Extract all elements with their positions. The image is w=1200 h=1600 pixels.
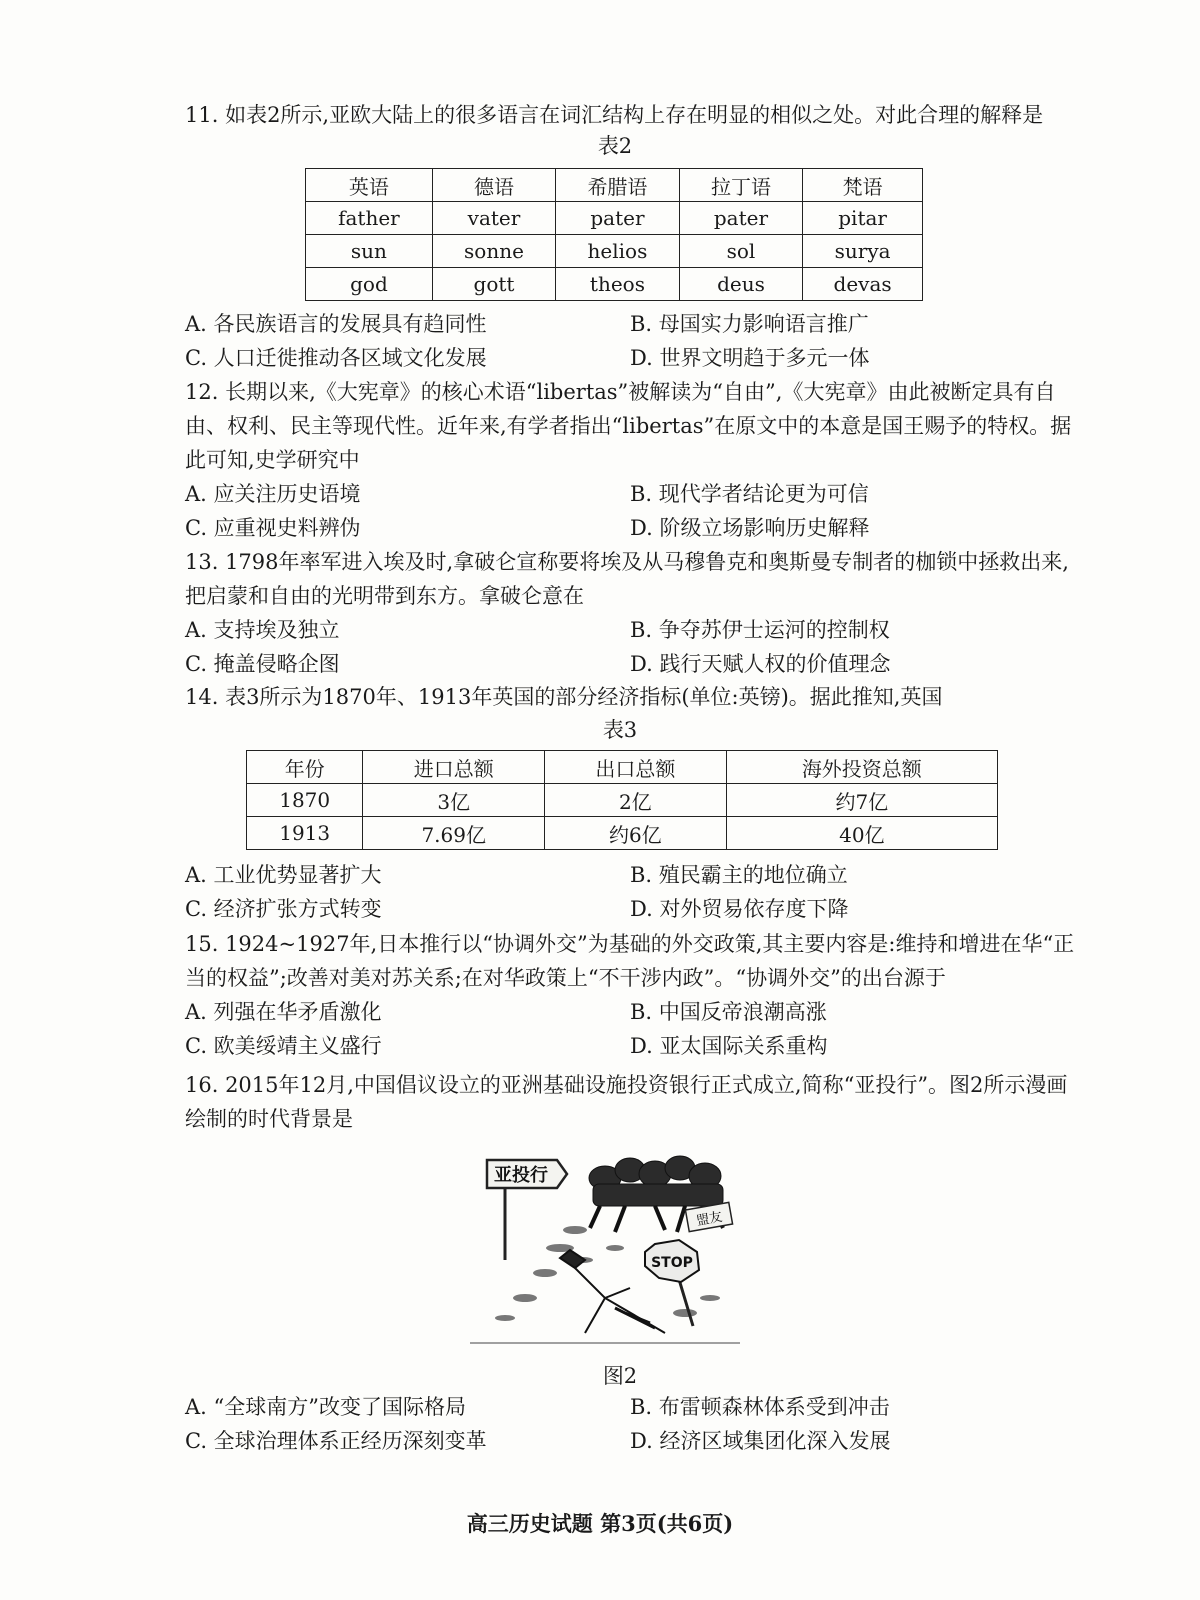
option-c[interactable]: C. 人口迁徙推动各区域文化发展 [185,346,487,370]
stop-sign-label: STOP [651,1255,693,1271]
table-cell: vater [432,202,555,235]
table-cell: surya [803,235,923,268]
table-2-header-row [306,169,923,202]
question-15-options [185,995,1075,1063]
question-11-options [185,307,1075,375]
table-header-cell: 拉丁语 [679,169,803,202]
table-3-caption: 表3 [602,718,638,742]
table-cell: sonne [432,235,555,268]
option-d[interactable]: D. 阶级立场影响历史解释 [630,516,870,540]
table-header-cell: 出口总额 [545,751,727,784]
option-d[interactable]: D. 亚太国际关系重构 [630,1034,828,1058]
table-3 [246,750,998,850]
question-14-stem: 14. 表3所示为1870年、1913年英国的部分经济指标(单位:英镑)。据此推知,英国 [185,685,943,709]
table-cell: deus [679,268,803,301]
table-cell: 7.69亿 [363,817,545,850]
question-11-stem: 11. 如表2所示,亚欧大陆上的很多语言在词汇结构上存在明显的相似之处。对此合理的解释是 [185,103,1044,127]
option-c[interactable]: C. 应重视史料辨伪 [185,516,361,540]
table-cell: helios [556,235,680,268]
option-a[interactable]: A. 应关注历史语境 [185,482,361,506]
table-header-cell: 希腊语 [556,169,680,202]
table-cell: sol [679,235,803,268]
ally-flag-label: 盟友 [695,1209,724,1230]
option-b[interactable]: B. 争夺苏伊士运河的控制权 [630,618,890,642]
table-row [247,784,998,817]
question-12-options [185,477,1075,545]
option-a[interactable]: A. 各民族语言的发展具有趋同性 [185,312,487,336]
table-cell: theos [556,268,680,301]
table-2 [305,168,923,301]
option-a[interactable]: A. 列强在华矛盾激化 [185,1000,382,1024]
table-cell: 约7亿 [726,784,997,817]
option-c[interactable]: C. 全球治理体系正经历深刻变革 [185,1429,487,1453]
table-header-cell: 德语 [432,169,555,202]
option-d[interactable]: D. 对外贸易依存度下降 [630,897,849,921]
question-14-options [185,858,1075,926]
ally-flag [685,1202,732,1231]
table-header-cell: 年份 [247,751,363,784]
option-a[interactable]: A. 支持埃及独立 [185,618,340,642]
option-b[interactable]: B. 中国反帝浪潮高涨 [630,1000,827,1024]
option-d[interactable]: D. 践行天赋人权的价值理念 [630,652,891,676]
figure-2-caption: 图2 [602,1364,638,1388]
table-row [247,817,998,850]
table-cell: sun [306,235,433,268]
cartoon-figure-2 [465,1148,745,1348]
table-cell: 3亿 [363,784,545,817]
option-b[interactable]: B. 布雷顿森林体系受到冲击 [630,1395,890,1419]
table-row [306,268,923,301]
signpost-label: 亚投行 [494,1165,548,1186]
table-cell: father [306,202,433,235]
table-2-caption: 表2 [597,134,633,158]
table-cell: pater [679,202,803,235]
table-cell: god [306,268,433,301]
option-c[interactable]: C. 欧美绥靖主义盛行 [185,1034,382,1058]
question-12-stem: 12. 长期以来,《大宪章》的核心术语“libertas”被解读为“自由”,《大宪章》由此被断定具有自由、权利、民主等现代性。近年来,有学者指出“libertas”在原文中的本意是国王赐予的特权。据此可知,史学研究中 [185,380,1072,472]
table-header-cell: 海外投资总额 [726,751,997,784]
page-footer: 高三历史试题 第3页(共6页) [466,1511,734,1536]
table-header-cell: 梵语 [803,169,923,202]
question-13-options [185,613,1075,681]
option-d[interactable]: D. 世界文明趋于多元一体 [630,346,870,370]
table-cell: gott [432,268,555,301]
question-16-options [185,1390,1075,1458]
table-cell: devas [803,268,923,301]
question-15-stem: 15. 1924~1927年,日本推行以“协调外交”为基础的外交政策,其主要内容是:维持和增进在华“正当的权益”;改善对美对苏关系;在对华政策上“不干涉内政”。“协调外交”的出台源于 [185,932,1075,990]
table-cell: pater [556,202,680,235]
table-header-cell: 英语 [306,169,433,202]
table-cell: 1913 [247,817,363,850]
table-row [306,235,923,268]
table-3-header-row [247,751,998,784]
option-d[interactable]: D. 经济区域集团化深入发展 [630,1429,891,1453]
table-cell: 2亿 [545,784,727,817]
question-13-stem: 13. 1798年率军进入埃及时,拿破仑宣称要将埃及从马穆鲁克和奥斯曼专制者的枷锁中拯救出来,把启蒙和自由的光明带到东方。拿破仑意在 [185,550,1069,608]
option-b[interactable]: B. 现代学者结论更为可信 [630,482,869,506]
table-cell: 约6亿 [545,817,727,850]
question-16-stem: 16. 2015年12月,中国倡议设立的亚洲基础设施投资银行正式成立,简称“亚投行”。图2所示漫画绘制的时代背景是 [185,1073,1068,1131]
option-c[interactable]: C. 掩盖侵略企图 [185,652,340,676]
option-a[interactable]: A. 工业优势显著扩大 [185,863,382,887]
table-header-cell: 进口总额 [363,751,545,784]
table-row [306,202,923,235]
table-cell: 1870 [247,784,363,817]
option-b[interactable]: B. 殖民霸主的地位确立 [630,863,848,887]
table-cell: 40亿 [726,817,997,850]
option-b[interactable]: B. 母国实力影响语言推广 [630,312,869,336]
option-c[interactable]: C. 经济扩张方式转变 [185,897,382,921]
table-cell: pitar [803,202,923,235]
option-a[interactable]: A. “全球南方”改变了国际格局 [185,1395,466,1419]
